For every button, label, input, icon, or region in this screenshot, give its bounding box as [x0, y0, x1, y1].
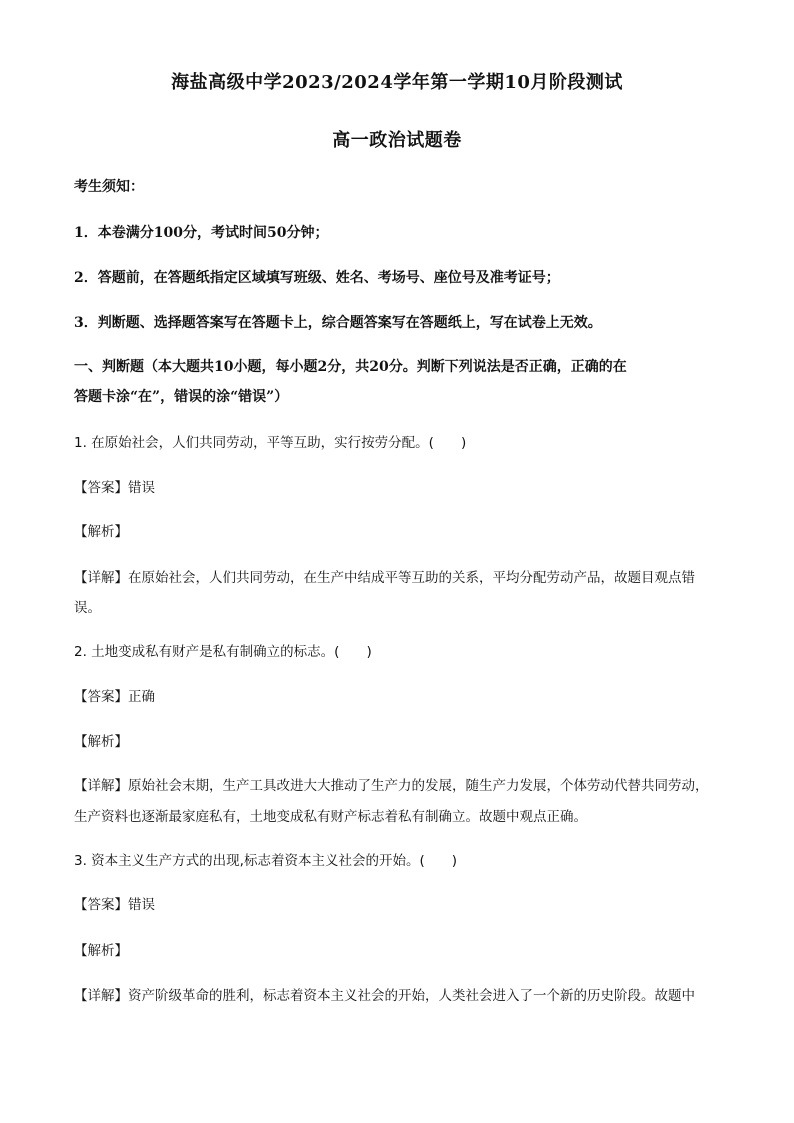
- question-1-detail-line1: [74, 566, 724, 586]
- notice-item-3: 3．判断题、选择题答案写在答题卡上，综合题答案写在答题纸上，写在试卷上无效。: [74, 315, 602, 331]
- question-2-answer: [74, 685, 724, 705]
- question-2-stem: 2. 土地变成私有财产是私有制确立的标志。( ): [74, 644, 372, 660]
- section-heading-line2: 答题卡涂“在”，错误的涂“错误”）: [74, 389, 289, 405]
- question-1-analysis-label: 【解析】: [74, 524, 128, 540]
- question-3-detail-line1: [74, 984, 724, 1004]
- detail-text: 在原始社会，人们共同劳动，在生产中结成平等互助的关系，平均分配劳动产品，故题目观点错: [128, 570, 695, 586]
- question-1-detail-line2: 误。: [74, 600, 101, 616]
- answer-label: 【答案】: [74, 689, 128, 705]
- detail-label: 【详解】: [74, 778, 128, 794]
- answer-value: 正确: [128, 689, 155, 705]
- exam-subtitle: 高一政治试题卷: [332, 130, 462, 151]
- answer-label: 【答案】: [74, 480, 128, 496]
- question-3-answer: [74, 893, 724, 913]
- notice-heading: 考生须知：: [74, 179, 144, 195]
- answer-label: 【答案】: [74, 897, 128, 913]
- detail-text: 原始社会末期，生产工具改进大大推动了生产力的发展，随生产力发展，个体劳动代替共同劳动，: [128, 778, 709, 794]
- notice-item-1: 1．本卷满分100分，考试时间50分钟；: [74, 225, 329, 241]
- question-3-stem: 3. 资本主义生产方式的出现,标志着资本主义社会的开始。( ): [74, 853, 457, 869]
- question-3-analysis-label: 【解析】: [74, 943, 128, 959]
- question-2-analysis-label: 【解析】: [74, 734, 128, 750]
- detail-label: 【详解】: [74, 988, 128, 1004]
- exam-title: 海盐高级中学2023/2024学年第一学期10月阶段测试: [171, 72, 623, 93]
- answer-value: 错误: [128, 480, 155, 496]
- question-1-stem: 1. 在原始社会，人们共同劳动，平等互助，实行按劳分配。( ): [74, 435, 467, 451]
- detail-text: 资产阶级革命的胜利，标志着资本主义社会的开始，人类社会进入了一个新的历史阶段。故题中: [128, 988, 695, 1004]
- question-2-detail-line1: [74, 774, 724, 794]
- section-heading-line1: 一、判断题（本大题共10小题，每小题2分，共20分。判断下列说法是否正确，正确的在: [74, 359, 627, 375]
- answer-value: 错误: [128, 897, 155, 913]
- notice-item-2: 2．答题前，在答题纸指定区域填写班级、姓名、考场号、座位号及准考证号；: [74, 270, 560, 286]
- question-2-detail-line2: 生产资料也逐渐最家庭私有，土地变成私有财产标志着私有制确立。故题中观点正确。: [74, 809, 587, 825]
- question-1-answer: [74, 476, 724, 496]
- detail-label: 【详解】: [74, 570, 128, 586]
